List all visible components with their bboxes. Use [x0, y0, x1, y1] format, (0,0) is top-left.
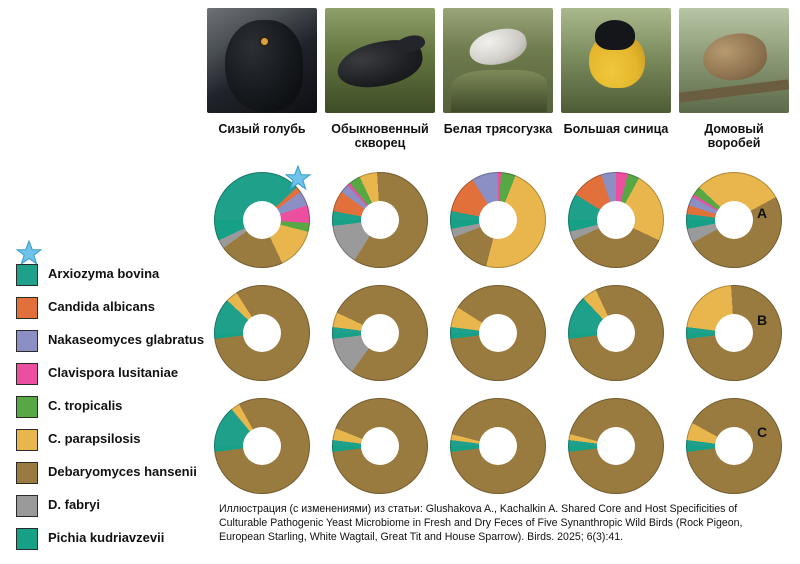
- donut-hole: [597, 314, 635, 352]
- legend-label-d-fabryi: D. fabryi: [48, 497, 101, 513]
- legend-label-debaryomyces-hansenii: Debaryomyces hansenii: [48, 464, 197, 480]
- legend-item: [16, 357, 216, 390]
- donut-hole: [361, 201, 399, 239]
- column-label-2: Белая трясогузка: [443, 122, 553, 136]
- legend-item: [16, 258, 216, 291]
- donut-chart: [450, 285, 546, 381]
- donut-hole: [715, 427, 753, 465]
- legend: [16, 258, 216, 555]
- donut-cell: [207, 389, 317, 502]
- donut-chart: [332, 285, 428, 381]
- donut-hole: [361, 427, 399, 465]
- legend-item: [16, 390, 216, 423]
- donut-chart-grid: [207, 163, 789, 502]
- donut-cell: [679, 389, 789, 502]
- legend-item: [16, 423, 216, 456]
- column-header-3: [561, 8, 671, 151]
- donut-chart: [214, 285, 310, 381]
- row-label-c: C: [757, 424, 768, 440]
- donut-hole: [597, 201, 635, 239]
- column-label-1: Обыкновенный скворец: [331, 122, 429, 151]
- house-sparrow-photo: [679, 8, 789, 113]
- donut-chart: [450, 172, 546, 268]
- donut-chart: [332, 172, 428, 268]
- figure-caption: Иллюстрация (с изменениями) из статьи: Glushakova A., Kachalkin A. Shared Core and Host Specificities of Culturable Pathogenic Yeast Microbiome in Fresh and Dry Feces of Five Synanthropic Wild Birds (Rock Pigeon, European Starling, White Wagtail, Great Tit and House Sparrow). Birds. 2025; 6(3):41.: [219, 503, 743, 543]
- donut-hole: [479, 314, 517, 352]
- donut-chart: [686, 398, 782, 494]
- legend-swatch-candida-albicans: [16, 297, 38, 319]
- donut-cell: [679, 276, 789, 389]
- legend-item: [16, 489, 216, 522]
- donut-cell: [561, 163, 671, 276]
- donut-cell: [325, 389, 435, 502]
- donut-cell: [207, 276, 317, 389]
- legend-swatch-c-parapsilosis: [16, 429, 38, 451]
- column-header-1: [325, 8, 435, 151]
- donut-hole: [243, 201, 281, 239]
- column-label-3: Большая синица: [563, 122, 669, 136]
- donut-cell: [325, 276, 435, 389]
- donut-cell: [561, 276, 671, 389]
- donut-hole: [715, 314, 753, 352]
- column-header-4: [679, 8, 789, 151]
- donut-chart: [568, 398, 664, 494]
- donut-cell: [679, 163, 789, 276]
- donut-hole: [715, 201, 753, 239]
- legend-swatch-pichia-kudriavzevii: [16, 528, 38, 550]
- legend-item: [16, 291, 216, 324]
- donut-hole: [243, 314, 281, 352]
- donut-hole: [597, 427, 635, 465]
- legend-item: [16, 324, 216, 357]
- donut-chart: [686, 172, 782, 268]
- legend-swatch-d-fabryi: [16, 495, 38, 517]
- donut-chart: [214, 398, 310, 494]
- rock-pigeon-photo: [207, 8, 317, 113]
- great-tit-photo: [561, 8, 671, 113]
- donut-chart: [568, 285, 664, 381]
- legend-label-c-parapsilosis: C. parapsilosis: [48, 431, 141, 447]
- donut-hole: [479, 201, 517, 239]
- legend-label-c-tropicalis: C. tropicalis: [48, 398, 123, 414]
- donut-chart: [686, 285, 782, 381]
- donut-hole: [479, 427, 517, 465]
- donut-cell: [443, 389, 553, 502]
- donut-hole: [361, 314, 399, 352]
- donut-hole: [243, 427, 281, 465]
- white-wagtail-photo: [443, 8, 553, 113]
- star-icon: [285, 165, 311, 191]
- donut-chart: [450, 398, 546, 494]
- legend-swatch-c-tropicalis: [16, 396, 38, 418]
- row-label-a: A: [757, 205, 768, 221]
- donut-cell: [325, 163, 435, 276]
- column-header-2: [443, 8, 553, 151]
- legend-label-nakaseomyces-glabratus: Nakaseomyces glabratus: [48, 332, 205, 348]
- donut-cell: [561, 389, 671, 502]
- european-starling-photo: [325, 8, 435, 113]
- donut-cell: [443, 163, 553, 276]
- legend-label-clavispora-lusitaniae: Clavispora lusitaniae: [48, 365, 179, 381]
- chart-row-b: [207, 276, 789, 389]
- donut-cell: [443, 276, 553, 389]
- legend-swatch-nakaseomyces-glabratus: [16, 330, 38, 352]
- column-header-0: [207, 8, 317, 151]
- donut-chart: [332, 398, 428, 494]
- legend-label-pichia-kudriavzevii: Pichia kudriavzevii: [48, 530, 165, 546]
- row-label-b: B: [757, 312, 768, 328]
- legend-swatch-debaryomyces-hansenii: [16, 462, 38, 484]
- legend-item: [16, 456, 216, 489]
- donut-chart: [568, 172, 664, 268]
- column-label-0: Сизый голубь: [218, 122, 306, 136]
- legend-label-candida-albicans: Candida albicans: [48, 299, 155, 315]
- chart-row-c: [207, 389, 789, 502]
- legend-swatch-arxiozyma-bovina: [16, 264, 38, 286]
- legend-swatch-clavispora-lusitaniae: [16, 363, 38, 385]
- legend-item: [16, 522, 216, 555]
- bird-photo-strip: [207, 8, 789, 151]
- column-label-4: Домовый воробей: [704, 122, 764, 151]
- legend-label-arxiozyma-bovina: Arxiozyma bovina: [48, 266, 160, 282]
